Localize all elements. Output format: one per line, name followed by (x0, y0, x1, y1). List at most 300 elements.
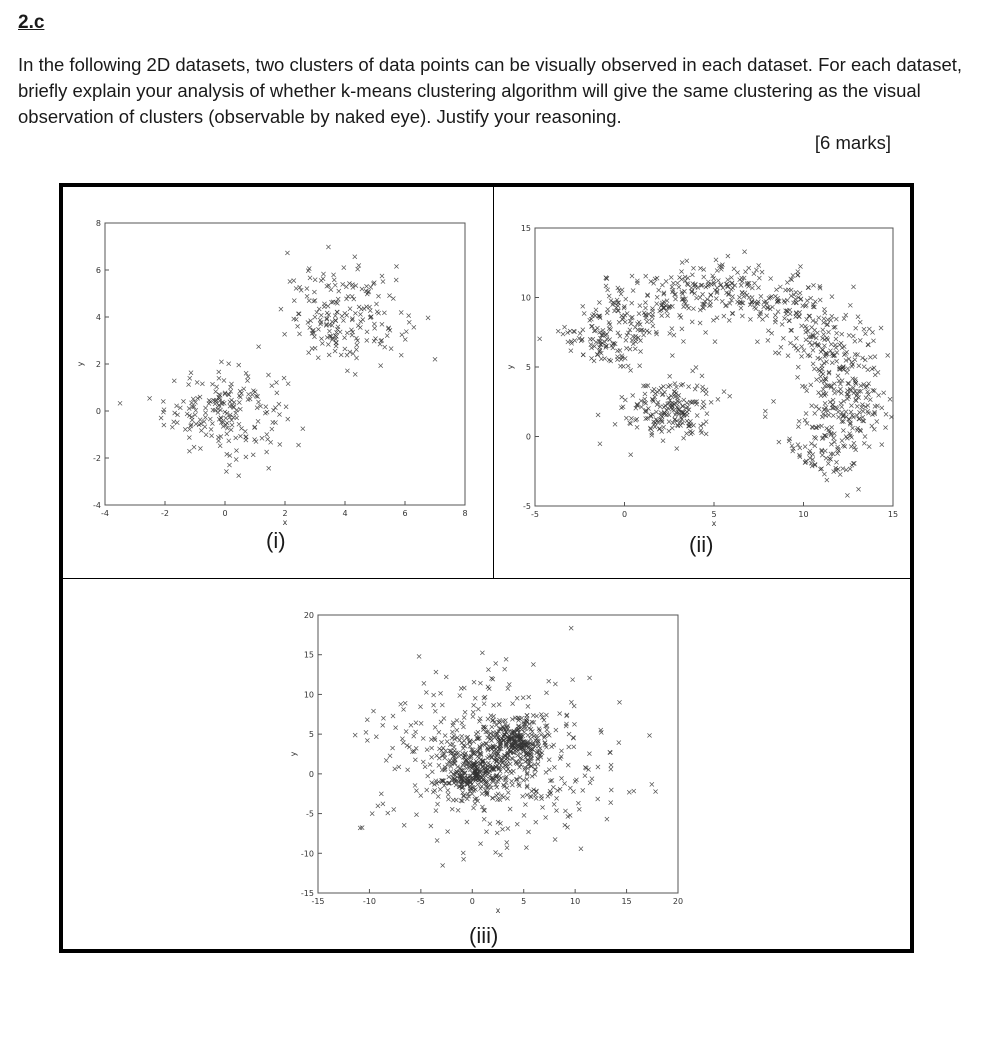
scatter-point (494, 661, 498, 665)
scatter-point (796, 365, 800, 369)
scatter-point (547, 733, 551, 737)
scatter-point (461, 725, 465, 729)
scatter-point (767, 296, 771, 300)
scatter-point (534, 820, 538, 824)
scatter-point (406, 768, 410, 772)
scatter-point (777, 351, 781, 355)
scatter-point (534, 796, 538, 800)
scatter-point (296, 443, 300, 447)
scatter-point (407, 314, 411, 318)
scatter-point (497, 774, 501, 778)
scatter-point (722, 390, 726, 394)
x-axis-label: x (495, 906, 501, 915)
scatter-point (317, 307, 321, 311)
scatter-point (834, 337, 838, 341)
scatter-point (462, 715, 466, 719)
scatter-point (577, 807, 581, 811)
scatter-point (760, 317, 764, 321)
scatter-point (857, 410, 861, 414)
scatter-point (841, 444, 845, 448)
scatter-point (825, 336, 829, 340)
scatter-point (521, 778, 525, 782)
scatter-point (391, 296, 395, 300)
scatter-point (399, 353, 403, 357)
scatter-point (189, 371, 193, 375)
scatter-point (668, 374, 672, 378)
scatter-point (858, 320, 862, 324)
scatter-point (354, 356, 358, 360)
scatter-point (367, 305, 371, 309)
scatter-point (798, 264, 802, 268)
scatter-point (587, 752, 591, 756)
scatter-point (677, 393, 681, 397)
scatter-point (607, 294, 611, 298)
scatter-point (539, 794, 543, 798)
scatter-point (804, 338, 808, 342)
scatter-point (399, 702, 403, 706)
scatter-point (419, 793, 423, 797)
scatter-point (544, 770, 548, 774)
scatter-point (551, 785, 555, 789)
scatter-point (639, 405, 643, 409)
scatter-point (219, 360, 223, 364)
scatter-point (581, 328, 585, 332)
scatter-point (729, 275, 733, 279)
scatter-point (851, 285, 855, 289)
scatter-point (836, 445, 840, 449)
scatter-point (463, 710, 467, 714)
scatter-point (335, 310, 339, 314)
scatter-point (567, 745, 571, 749)
scatter-point (476, 707, 480, 711)
scatter-point (644, 274, 648, 278)
scatter-point (198, 446, 202, 450)
figure-divider-vertical (493, 187, 494, 578)
scatter-point (474, 732, 478, 736)
scatter-point (843, 444, 847, 448)
scatter-point (581, 788, 585, 792)
scatter-point (726, 254, 730, 258)
scatter-point (623, 313, 627, 317)
scatter-point (818, 298, 822, 302)
scatter-point (326, 342, 330, 346)
scatter-point (283, 332, 287, 336)
scatter-point (844, 410, 848, 414)
scatter-point (313, 315, 317, 319)
scatter-point (691, 266, 695, 270)
scatter-point (796, 425, 800, 429)
scatter-point (814, 404, 818, 408)
scatter-point (670, 285, 674, 289)
scatter-point (373, 326, 377, 330)
scatter-point (620, 395, 624, 399)
scatter-point (579, 847, 583, 851)
scatter-point (730, 311, 734, 315)
scatter-point (461, 790, 465, 794)
scatter-point (188, 376, 192, 380)
scatter-point (215, 385, 219, 389)
scatter-point (866, 403, 870, 407)
scatter-point (458, 693, 462, 697)
scatter-point (482, 696, 486, 700)
scatter-point (756, 286, 760, 290)
scatter-point (473, 801, 477, 805)
scatter-point (667, 429, 671, 433)
x-tick-label: -2 (161, 509, 169, 518)
scatter-point (368, 309, 372, 313)
scatter-point (880, 442, 884, 446)
scatter-point (200, 382, 204, 386)
scatter-point (348, 307, 352, 311)
scatter-point (430, 746, 434, 750)
x-tick-label: 0 (621, 510, 628, 519)
scatter-point (339, 353, 343, 357)
scatter-point (844, 468, 848, 472)
scatter-point (505, 796, 509, 800)
scatter-point (341, 282, 345, 286)
scatter-point (668, 383, 672, 387)
scatter-point (515, 696, 519, 700)
scatter-point (888, 397, 892, 401)
scatter-point (439, 740, 443, 744)
scatter-point (617, 700, 621, 704)
scatter-point (488, 777, 492, 781)
scatter-point (355, 343, 359, 347)
scatter-point (381, 802, 385, 806)
scatter-point (591, 337, 595, 341)
scatter-point (742, 250, 746, 254)
scatter-point (307, 350, 311, 354)
data-points (353, 626, 658, 868)
scatter-point (691, 307, 695, 311)
scatter-point (840, 346, 844, 350)
scatter-point (544, 713, 548, 717)
scatter-point (861, 409, 865, 413)
scatter-point (631, 288, 635, 292)
scatter-point (809, 296, 813, 300)
scatter-point (365, 338, 369, 342)
scatter-point (794, 311, 798, 315)
scatter-point (713, 288, 717, 292)
scatter-point (548, 792, 552, 796)
scatter-point (471, 710, 475, 714)
scatter-point (437, 763, 441, 767)
scatter-point (830, 314, 834, 318)
scatter-point (606, 307, 610, 311)
scatter-point (391, 714, 395, 718)
scatter-point (353, 311, 357, 315)
scatter-point (662, 390, 666, 394)
scatter-point (413, 758, 417, 762)
axes-frame (105, 223, 465, 505)
scatter-point (332, 278, 336, 282)
scatter-point (763, 409, 767, 413)
scatter-point (680, 404, 684, 408)
scatter-point (757, 276, 761, 280)
scatter-point (804, 303, 808, 307)
scatter-point (880, 406, 884, 410)
scatter-point (539, 712, 543, 716)
scatter-point (354, 347, 358, 351)
scatter-point (795, 273, 799, 277)
scatter-point (534, 714, 538, 718)
scatter-point (860, 405, 864, 409)
scatter-point (357, 263, 361, 267)
scatter-point (650, 431, 654, 435)
scatter-point (687, 384, 691, 388)
scatter-point (624, 346, 628, 350)
caption-i: (i) (266, 528, 286, 553)
scatter-point (462, 857, 466, 861)
scatter-point (720, 299, 724, 303)
scatter-point (655, 390, 659, 394)
x-tick-label: -15 (311, 897, 325, 906)
scatter-point (609, 767, 613, 771)
scatter-point (484, 830, 488, 834)
scatter-point (605, 817, 609, 821)
scatter-point (820, 367, 824, 371)
scatter-point (210, 421, 214, 425)
scatter-point (491, 703, 495, 707)
scatter-point (172, 420, 176, 424)
scatter-point (497, 702, 501, 706)
scatter-point (619, 357, 623, 361)
scatter-point (227, 439, 231, 443)
scatter-point (322, 305, 326, 309)
x-tick-label: -10 (362, 897, 376, 906)
scatter-point (841, 365, 845, 369)
scatter-point (275, 391, 279, 395)
scatter-point (412, 734, 416, 738)
scatter-point (552, 743, 556, 747)
data-points (538, 250, 894, 498)
scatter-point (872, 427, 876, 431)
scatter-point (199, 428, 203, 432)
scatter-point (728, 394, 732, 398)
scatter-point (645, 320, 649, 324)
scatter-point (617, 320, 621, 324)
scatter-point (630, 274, 634, 278)
scatter-point (407, 320, 411, 324)
scatter-point (478, 681, 482, 685)
scatter-point (388, 754, 392, 758)
scatter-point (461, 851, 465, 855)
scatter-point (202, 419, 206, 423)
scatter-point (743, 291, 747, 295)
scatter-point (606, 288, 610, 292)
scatter-point (569, 349, 573, 353)
scatter-point (442, 716, 446, 720)
caption-iii: (iii) (469, 923, 499, 948)
scatter-point (341, 318, 345, 322)
scatter-point (271, 408, 275, 412)
x-tick-label: 4 (342, 509, 348, 518)
scatter-point (623, 356, 627, 360)
scatter-point (433, 725, 437, 729)
scatter-point (534, 790, 538, 794)
scatter-point (854, 394, 858, 398)
scatter-point (845, 436, 849, 440)
scatter-point (655, 302, 659, 306)
scatter-point (771, 399, 775, 403)
scatter-point (731, 286, 735, 290)
scatter-point (705, 412, 709, 416)
scatter-point (360, 287, 364, 291)
scatter-point (752, 281, 756, 285)
scatter-point (313, 346, 317, 350)
scatter-point (714, 297, 718, 301)
scatter-point (489, 676, 493, 680)
scatter-point (868, 355, 872, 359)
scatter-point (326, 245, 330, 249)
scatter-point (754, 268, 758, 272)
scatter-point (472, 680, 476, 684)
scatter-point (403, 701, 407, 705)
scatter-point (435, 754, 439, 758)
scatter-point (832, 440, 836, 444)
scatter-point (225, 432, 229, 436)
scatter-point (802, 348, 806, 352)
scatter-point (673, 389, 677, 393)
scatter-point (235, 416, 239, 420)
scatter-point (556, 329, 560, 333)
scatter-point (342, 336, 346, 340)
scatter-point (853, 358, 857, 362)
scatter-point (203, 406, 207, 410)
scatter-point (709, 400, 713, 404)
scatter-point (821, 412, 825, 416)
scatter-point (372, 322, 376, 326)
scatter-point (486, 668, 490, 672)
scatter-point (256, 400, 260, 404)
scatter-point (630, 338, 634, 342)
scatter-point (623, 398, 627, 402)
scatter-point (813, 300, 817, 304)
scatter-point (506, 790, 510, 794)
scatter-point (780, 322, 784, 326)
scatter-point (265, 410, 269, 414)
y-tick-label: -4 (93, 501, 101, 510)
scatter-point (804, 411, 808, 415)
scatter-point (831, 436, 835, 440)
scatter-point (244, 435, 248, 439)
scatter-point (773, 313, 777, 317)
scatter-point (274, 380, 278, 384)
scatter-point (319, 337, 323, 341)
scatter-point (482, 702, 486, 706)
y-tick-label: 10 (520, 293, 531, 303)
scatter-point (527, 726, 531, 730)
scatter-point (472, 703, 476, 707)
scatter-point (820, 453, 824, 457)
scatter-point (809, 383, 813, 387)
scatter-point (811, 348, 815, 352)
scatter-point (312, 335, 316, 339)
scatter-point (726, 278, 730, 282)
scatter-point (307, 299, 311, 303)
scatter-point (227, 362, 231, 366)
scatter-point (559, 749, 563, 753)
scatter-point (285, 251, 289, 255)
scatter-point (522, 813, 526, 817)
scatter-point (840, 405, 844, 409)
scatter-point (282, 376, 286, 380)
scatter-point (312, 299, 316, 303)
scatter-point (590, 777, 594, 781)
scatter-point (365, 718, 369, 722)
scatter-point (313, 278, 317, 282)
scatter-point (444, 675, 448, 679)
scatter-point (662, 405, 666, 409)
scatter-point (747, 266, 751, 270)
scatter-point (547, 768, 551, 772)
scatter-point (715, 316, 719, 320)
scatter-point (353, 372, 357, 376)
scatter-point (826, 461, 830, 465)
scatter-point (203, 411, 207, 415)
scatter-point (633, 347, 637, 351)
scatter-point (867, 445, 871, 449)
scatter-point (773, 294, 777, 298)
scatter-point (319, 278, 323, 282)
scatter-point (383, 345, 387, 349)
scatter-point (431, 790, 435, 794)
scatter-point (826, 322, 830, 326)
scatter-point (352, 297, 356, 301)
scatter-point (883, 425, 887, 429)
scatter-point (394, 264, 398, 268)
scatter-point (629, 368, 633, 372)
scatter-point (702, 267, 706, 271)
scatter-point (407, 745, 411, 749)
scatter-point (374, 735, 378, 739)
y-tick-label: 10 (303, 690, 314, 700)
scatter-point (609, 327, 613, 331)
scatter-point (481, 742, 485, 746)
scatter-point (857, 364, 861, 368)
scatter-point (704, 392, 708, 396)
scatter-point (626, 364, 630, 368)
scatter-point (615, 358, 619, 362)
scatter-point (695, 413, 699, 417)
scatter-point (685, 259, 689, 263)
scatter-point (162, 423, 166, 427)
scatter-point (664, 303, 668, 307)
scatter-point (704, 388, 708, 392)
scatter-point (378, 342, 382, 346)
scatter-point (370, 812, 374, 816)
scatter-point (321, 272, 325, 276)
scatter-point (822, 307, 826, 311)
scatter-point (609, 788, 613, 792)
scatter-point (654, 410, 658, 414)
scatter-point (431, 703, 435, 707)
scatter-point (501, 783, 505, 787)
scatter-point (234, 448, 238, 452)
scatter-point (343, 311, 347, 315)
scatter-point (845, 370, 849, 374)
scatter-point (335, 327, 339, 331)
scatter-point (848, 467, 852, 471)
scatter-point (343, 347, 347, 351)
scatter-point (862, 365, 866, 369)
scatter-point (840, 332, 844, 336)
scatter-point (515, 822, 519, 826)
scatter-point (447, 775, 451, 779)
scatter-point (596, 765, 600, 769)
scatter-point (867, 327, 871, 331)
scatter-point (424, 690, 428, 694)
